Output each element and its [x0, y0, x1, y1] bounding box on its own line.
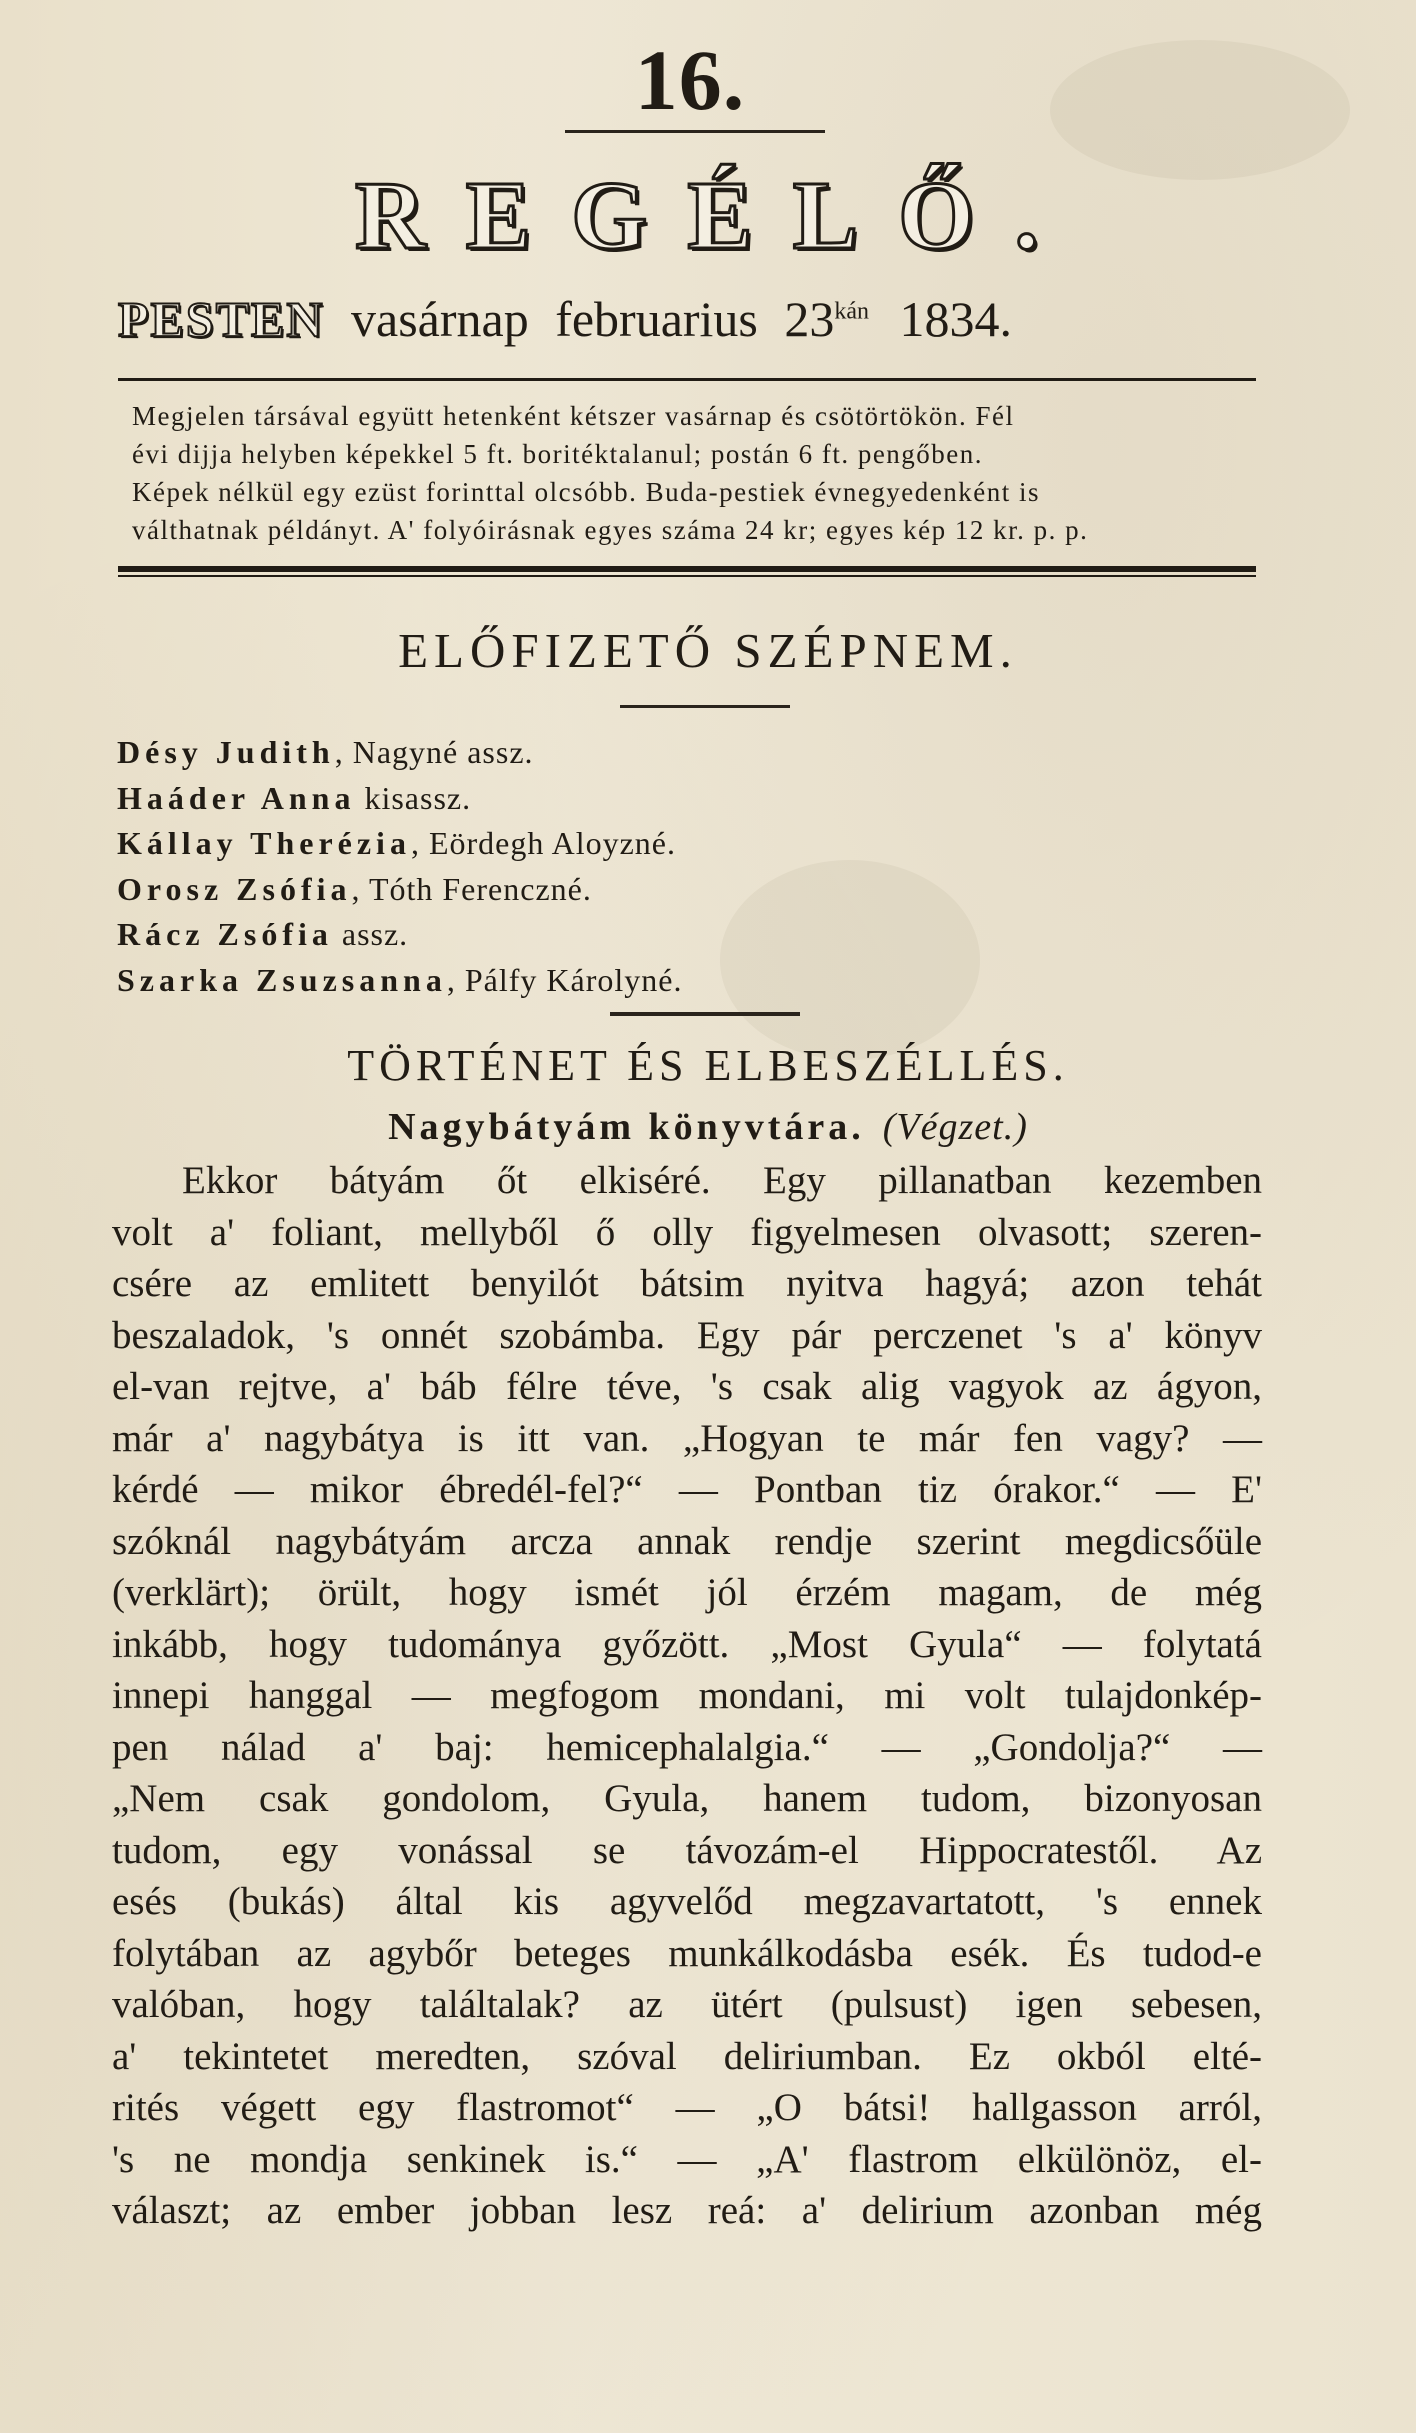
body-line: csére az emlitett benyilót bátsim nyitva hagyá; azon tehát	[112, 1262, 1262, 1305]
body-line: inkább, hogy tudománya győzött. „Most Gyula“ — folytatá	[112, 1622, 1262, 1666]
dateline-month: februarius	[555, 291, 758, 347]
subscriber-entry	[117, 912, 1017, 958]
subscriber-addition: , Pálfy Károlyné.	[446, 961, 683, 998]
subscriber-entry	[117, 776, 1017, 822]
body-line: tudom, egy vonással se távozám-el Hippocratestől. Az	[112, 1828, 1262, 1872]
dateline	[118, 290, 1268, 348]
subscriber-entry	[117, 867, 1017, 913]
notice-line: Képek nélkül egy ezüst forinttal olcsóbb. Buda-pestiek évnegyedenként is	[132, 477, 1041, 507]
dateline-date: 23	[784, 291, 835, 347]
subscriber-name: Kállay Therézia	[117, 825, 411, 861]
body-line: innepi hanggal — megfogom mondani, mi volt tulajdonkép-	[112, 1674, 1262, 1717]
dateline-year: 1834.	[899, 291, 1013, 347]
dateline-date-suffix: kán	[834, 298, 870, 325]
issue-number: 16.	[634, 32, 746, 128]
body-line: esés (bukás) által kis agyvelőd megzavartatott, 's ennek	[112, 1880, 1262, 1923]
body-line: 's ne mondja senkinek is.“ — „A' flastrom elkülönöz, el-	[112, 2137, 1262, 2181]
header-rule-bottom-thin	[118, 575, 1256, 577]
subscriber-addition: assz.	[332, 916, 409, 952]
masthead-title: REGÉLŐ.	[355, 162, 1079, 270]
body-line: el-van rejtve, a' báb félre téve, 's csak alig vagyok az ágyon,	[112, 1365, 1262, 1408]
subscriber-name: Haáder Anna	[117, 779, 356, 816]
notice-line: válthatnak példányt. A' folyóirásnak egyes száma 24 kr; egyes kép 12 kr. p. p.	[132, 515, 1089, 545]
body-line: volt a' foliant, mellyből ő olly figyelmesen olvasott; szeren-	[112, 1210, 1262, 1254]
subscriber-addition: , Tóth Ferenczné.	[351, 870, 592, 907]
article-note: (Végzet.)	[882, 1106, 1028, 1148]
body-line: (verklärt); örült, hogy ismét jól érzém magam, de még	[112, 1571, 1262, 1614]
body-line: Ekkor bátyám őt elkiséré. Egy pillanatban kezemben	[182, 1159, 1262, 1202]
subscriber-entry	[117, 730, 1017, 776]
paper-stain	[1050, 40, 1350, 180]
article-title-text: Nagybátyám könyvtára.	[388, 1106, 865, 1148]
subscriber-name: Désy Judith	[117, 734, 335, 770]
article-title	[0, 1105, 1416, 1149]
header-rule-top	[118, 378, 1256, 381]
body-line: pen nálad a' baj: hemicephalalgia.“ — „Gondolja?“ —	[112, 1725, 1262, 1769]
dateline-place: PESTEN	[118, 291, 325, 347]
body-line: a' tekintetet meredten, szóval deliriumban. Ez okból elté-	[112, 2034, 1262, 2078]
body-line: kérdé — mikor ébredél-fel?“ — Pontban tiz órakor.“ — E'	[112, 1468, 1262, 1511]
subscriber-name: Orosz Zsófia	[117, 870, 352, 907]
subscriber-addition: kisassz.	[355, 779, 472, 816]
subscriber-name: Rácz Zsófia	[117, 916, 333, 952]
subscriber-name: Szarka Zsuzsanna	[117, 961, 447, 998]
story-section-title: TÖRTÉNET ÉS ELBESZÉLLÉS.	[347, 1041, 1069, 1090]
subscribers-section-title: ELŐFIZETŐ SZÉPNEM.	[398, 623, 1018, 678]
subscriber-addition: , Nagyné assz.	[334, 734, 534, 770]
body-line: valóban, hogy találtalak? az ütért (pulsust) igen sebesen,	[112, 1983, 1262, 2026]
notice-line: Megjelen társával együtt hetenként kétszer vasárnap és csötörtökön. Fél	[132, 401, 1015, 431]
body-line: rités végett egy flastromot“ — „O bátsi! hallgasson arról,	[112, 2086, 1262, 2129]
subscriber-entry	[117, 821, 1017, 867]
header-rule-bottom	[118, 566, 1256, 572]
body-line: már a' nagybátya is itt van. „Hogyan te már fen vagy? —	[112, 1416, 1262, 1460]
body-line: beszaladok, 's onnét szobámba. Egy pár perczenet 's a' könyv	[112, 1313, 1262, 1357]
notice-line: évi dijja helyben képekkel 5 ft. boritéktalanul; postán 6 ft. pengőben.	[132, 439, 984, 469]
dateline-day: vasárnap	[351, 291, 529, 347]
body-line: választ; az ember jobban lesz reá: a' delirium azonban még	[112, 2189, 1262, 2232]
section-divider	[610, 1012, 800, 1016]
section-divider	[620, 705, 790, 708]
body-line: szóknál nagybátyám arcza annak rendje szerint megdicsőüle	[112, 1519, 1262, 1563]
issue-number-rule	[565, 130, 825, 133]
body-line: folytában az agybőr beteges munkálkodásba esék. És tudod-e	[112, 1931, 1262, 1975]
subscriber-list	[117, 730, 1017, 1003]
body-line: „Nem csak gondolom, Gyula, hanem tudom, bizonyosan	[112, 1777, 1262, 1820]
article-body	[112, 1155, 1262, 2237]
subscriber-entry	[117, 958, 1017, 1004]
subscriber-addition: , Eördegh Aloyzné.	[410, 825, 676, 861]
subscription-notice	[132, 397, 1252, 549]
